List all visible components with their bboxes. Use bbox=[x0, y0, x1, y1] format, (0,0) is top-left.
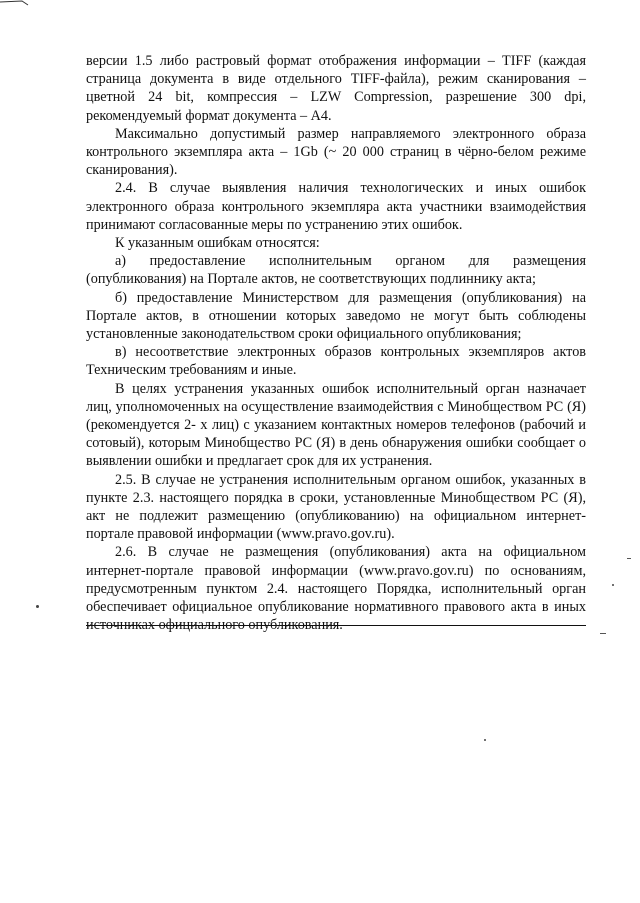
paragraph-max-size: Максимально допустимый размер направляемого электронного образа контрольного экземпляра акта – 1Gb (~ 20 000 страниц в чёрно-белом режиме сканирования). bbox=[86, 125, 586, 179]
document-body bbox=[86, 52, 586, 635]
list-item-b: б) предоставление Министерством для размещения (опубликования) на Портале актов, в отношении которых заведомо не могут быть соблюдены установленные законодательством сроки официального опубликования; bbox=[86, 289, 586, 343]
list-item-v: в) несоответствие электронных образов контрольных экземпляров актов Техническим требованиям и иные. bbox=[86, 344, 586, 379]
scan-dash bbox=[600, 633, 606, 634]
scan-dash bbox=[627, 558, 631, 559]
scan-speck bbox=[612, 584, 614, 586]
paragraph-error-resolution: В целях устранения указанных ошибок исполнительный орган назначает лиц, уполномоченных на осуществление взаимодействия с Минобществом РС (Я) (рекомендуется 2- х лиц) с указанием контактных номеров телефонов (рабочий и сотовый), которым Минобщество РС (Я) в день обнаружения ошибки сообщает о выявлении ошибки и предлагает срок для их устранения. bbox=[86, 380, 586, 470]
scan-speck bbox=[484, 739, 486, 741]
scan-corner-mark bbox=[0, 0, 30, 8]
closing-rule bbox=[86, 625, 586, 626]
paragraph-2-4: 2.4. В случае выявления наличия технологических и иных ошибок электронного образа контрольного экземпляра акта участники взаимодействия принимают согласованные меры по устранению этих ошибок. bbox=[86, 180, 586, 233]
paragraph-2-5: 2.5. В случае не устранения исполнительным органом ошибок, указанных в пункте 2.3. настоящего порядка в сроки, установленные Минобществом РС (Я), акт не подлежит размещению (опубликованию) на официальном интернет-портале правовой информации (www.pravo.gov.ru). bbox=[86, 471, 586, 543]
paragraph-errors-intro: К указанным ошибкам относятся: bbox=[115, 235, 320, 252]
list-item-a: а) предоставление исполнительным органом для размещения (опубликования) на Портале актов, не соответствующих подлиннику акта; bbox=[86, 253, 586, 288]
paragraph-format-continuation: версии 1.5 либо растровый формат отображения информации – TIFF (каждая страница документа в виде отдельного TIFF-файла), режим сканирования – цветной 24 bit, компрессия – LZW Compression, разрешение 300 dpi, рекомендуемый формат документа – А4. bbox=[86, 53, 586, 124]
paragraph-2-6: 2.6. В случае не размещения (опубликования) акта на официальном интернет-портале правовой информации (www.pravo.gov.ru) по основаниям, предусмотренным пунктом 2.4. настоящего Порядка, исполнительный орган обеспечивает официальное опубликование нормативного правового акта в иных источниках официального опубликования. bbox=[86, 544, 586, 634]
scan-speck bbox=[36, 605, 39, 608]
